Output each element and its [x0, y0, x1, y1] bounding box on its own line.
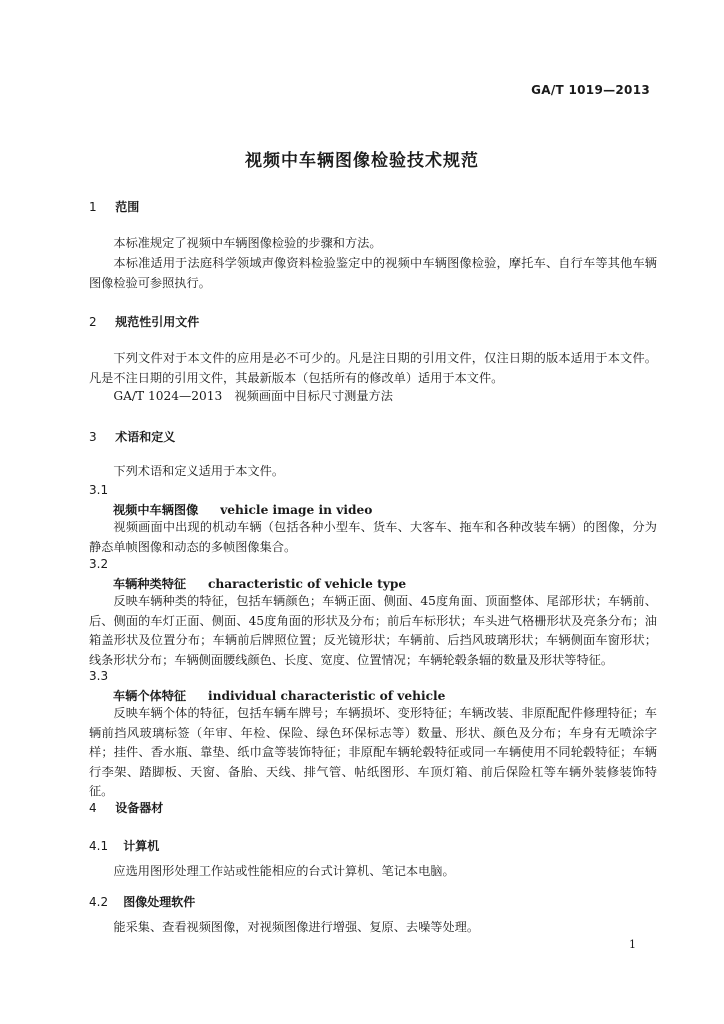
subsection-4-2-heading	[89, 893, 195, 910]
section-2-heading	[89, 313, 199, 330]
section-3-intro: 下列术语和定义适用于本文件。	[113, 464, 285, 478]
term-3-3-number: 3.3	[89, 669, 109, 683]
section-title: 术语和定义	[115, 430, 176, 444]
section-3-heading	[89, 428, 175, 445]
page-number: 1	[629, 938, 636, 951]
term-english: characteristic of vehicle type	[208, 577, 407, 591]
section-title: 范围	[115, 200, 140, 214]
subsection-title: 图像处理软件	[123, 895, 196, 909]
section-1-heading	[89, 198, 139, 215]
section-title: 规范性引用文件	[115, 315, 200, 329]
term-chinese: 车辆个体特征	[113, 689, 187, 703]
term-3-2-number: 3.2	[89, 557, 109, 571]
term-english: individual characteristic of vehicle	[208, 689, 446, 703]
term-3-1-title	[113, 501, 372, 518]
term-3-2-title	[113, 575, 406, 592]
section-title: 设备器材	[115, 801, 164, 815]
subsection-4-1-heading	[89, 837, 159, 854]
section-number: 3	[89, 430, 97, 444]
section-number: 4	[89, 801, 97, 815]
subsection-number: 4.1	[89, 839, 109, 853]
subsection-4-1-text: 应选用图形处理工作站或性能相应的台式计算机、笔记本电脑。	[113, 864, 455, 878]
standard-number: GA/T 1019—2013	[531, 83, 650, 97]
term-chinese: 车辆种类特征	[113, 577, 187, 591]
section-number: 1	[89, 200, 97, 214]
term-3-3-definition: 反映车辆个体的特征，包括车辆车牌号；车辆损坏、变形特征；车辆改装、非原配配件修理特征；车辆前挡风玻璃标签（年审、年检、保险、绿色环保标志等）数量、形状、颜色及分布；车身有无喷涂字样；挂件、香水瓶、靠垫、纸巾盒等装饰特征；非原配车辆轮毂特征或同一车辆使用不同轮毂特征；车辆行李架、踏脚板、天窗、备胎、天线、排气管、帖纸图形、车顶灯箱、前后保险杠等车辆外装修装饰特征。	[89, 706, 657, 798]
section-4-heading	[89, 799, 163, 816]
term-3-1-definition: 视频画面中出现的机动车辆（包括各种小型车、货车、大客车、拖车和各种改装车辆）的图像，分为静态单帧图像和动态的多帧图像集合。	[89, 520, 657, 554]
normative-reference: GA/T 1024—2013 视频画面中目标尺寸测量方法	[113, 389, 393, 403]
term-3-2-definition: 反映车辆种类的特征，包括车辆颜色；车辆正面、侧面、45度角面、顶面整体、尾部形状；车辆前、后、侧面的车灯正面、侧面、45度角面的形状及分布；前后车标形状；车头进气格栅形状及亮条分布；油箱盖形状及位置分布；车辆前后牌照位置；反光镜形状；车辆前、后挡风玻璃形状；车辆侧面车窗形状；线条形状分布；车辆侧面腰线颜色、长度、宽度、位置情况；车辆轮毂条辐的数量及形状等特征。	[89, 594, 657, 667]
section-1-paragraph-1: 本标准规定了视频中车辆图像检验的步骤和方法。	[113, 236, 382, 250]
term-3-1-number: 3.1	[89, 483, 109, 497]
subsection-4-2-text: 能采集、查看视频图像，对视频图像进行增强、复原、去噪等处理。	[113, 920, 480, 934]
section-1-paragraph-2: 本标准适用于法庭科学领域声像资料检验鉴定中的视频中车辆图像检验，摩托车、自行车等其他车辆图像检验可参照执行。	[89, 256, 657, 290]
section-2-paragraph: 下列文件对于本文件的应用是必不可少的。凡是注日期的引用文件，仅注日期的版本适用于本文件。凡是不注日期的引用文件，其最新版本（包括所有的修改单）适用于本文件。	[89, 351, 657, 385]
term-3-3-title	[113, 687, 445, 704]
section-number: 2	[89, 315, 97, 329]
subsection-number: 4.2	[89, 895, 109, 909]
term-english: vehicle image in video	[220, 503, 373, 517]
subsection-title: 计算机	[123, 839, 160, 853]
document-title: 视频中车辆图像检验技术规范	[245, 151, 479, 171]
term-chinese: 视频中车辆图像	[113, 503, 199, 517]
